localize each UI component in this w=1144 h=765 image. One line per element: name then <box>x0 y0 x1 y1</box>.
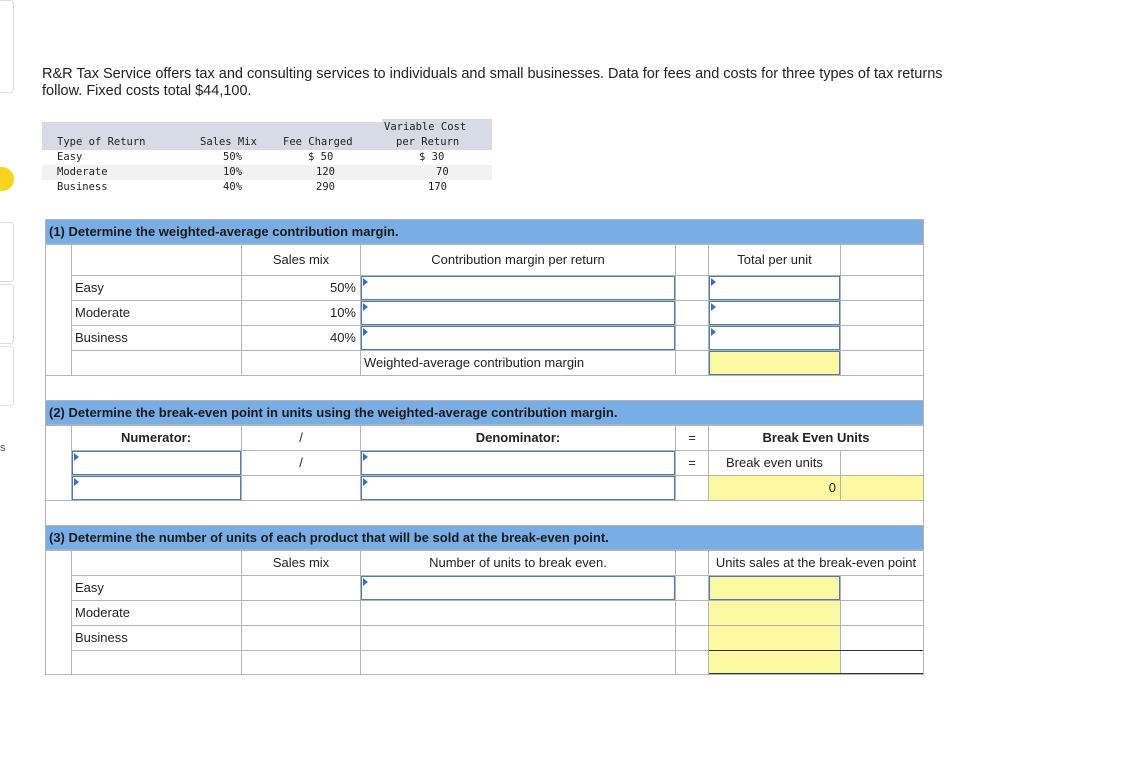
break-even-header: Break Even Units <box>762 430 870 445</box>
table-row: Business 40% 290 170 <box>57 181 447 193</box>
side-panel-card <box>0 222 14 282</box>
divide-sign: / <box>299 455 303 470</box>
denominator-label: Denominator: <box>475 430 561 445</box>
cm-input-business[interactable] <box>361 326 675 350</box>
side-panel-card <box>0 346 14 406</box>
row-label-moderate: Moderate <box>75 305 130 320</box>
row-label-easy: Easy <box>75 280 104 295</box>
part2-header: (2) Determine the break-even point in units using the weighted-average contribution margin. <box>46 401 923 425</box>
col-header-type: Type of Return <box>57 136 146 148</box>
table-row: Moderate 10% 120 70 <box>42 165 492 180</box>
part1-col-total: Total per unit <box>737 252 812 267</box>
denominator-input[interactable] <box>361 451 675 475</box>
side-panel-card <box>0 0 14 93</box>
sales-mix-business: 40% <box>329 330 356 345</box>
part1-col-cm: Contribution margin per return <box>431 252 605 267</box>
col-header-mix: Sales Mix <box>200 136 257 148</box>
cm-input-easy[interactable] <box>361 276 675 300</box>
numerator-input-2[interactable] <box>72 476 241 500</box>
break-even-value: 0 <box>828 480 836 495</box>
units-result-moderate <box>709 626 840 650</box>
denominator-input-2[interactable] <box>361 476 675 500</box>
row-label-easy: Easy <box>75 580 104 595</box>
col-header-vc: Variable Cost <box>384 121 467 133</box>
col-header-vc-2: per Return <box>396 136 460 148</box>
units-input[interactable] <box>361 576 675 600</box>
edge-char: s <box>0 442 6 454</box>
cm-input-moderate[interactable] <box>361 301 675 325</box>
side-panel-card <box>0 284 14 344</box>
divide-sign: / <box>299 430 303 445</box>
total-input-moderate[interactable] <box>709 301 840 325</box>
part3-col-units: Number of units to break even. <box>429 555 607 570</box>
part3-col-result: Units sales at the break-even point <box>715 555 917 570</box>
units-result-easy <box>709 601 840 625</box>
equals-sign: = <box>688 430 696 445</box>
units-result-header <box>709 576 840 600</box>
status-dot <box>0 167 14 191</box>
break-even-label: Break even units <box>726 455 823 470</box>
numerator-label: Numerator: <box>120 430 192 445</box>
table-row: Easy 50% $ 50 $ 30 <box>57 151 445 163</box>
row-label-business: Business <box>75 630 128 645</box>
total-input-easy[interactable] <box>709 276 840 300</box>
numerator-input[interactable] <box>72 451 241 475</box>
total-input-business[interactable] <box>709 326 840 350</box>
part3-col-sales-mix: Sales mix <box>272 555 330 570</box>
equals-sign: = <box>688 455 696 470</box>
wacm-label: Weighted-average contribution margin <box>364 355 585 370</box>
sales-mix-easy: 50% <box>329 280 356 295</box>
row-label-business: Business <box>75 330 128 345</box>
part3-header: (3) Determine the number of units of each product that will be sold at the break-even point. <box>46 526 923 550</box>
col-header-fee: Fee Charged <box>283 136 353 148</box>
part1-col-sales-mix: Sales mix <box>272 252 330 267</box>
row-label-moderate: Moderate <box>75 605 130 620</box>
sales-mix-moderate: 10% <box>329 305 356 320</box>
problem-intro: R&R Tax Service offers tax and consulting services to individuals and small businesses. Data for fees and costs for three types of tax returns follow. Fixed costs total $44,100. <box>42 66 943 99</box>
wacm-result <box>709 351 840 375</box>
part1-header: (1) Determine the weighted-average contribution margin. <box>46 220 923 244</box>
units-result-business <box>709 651 840 674</box>
